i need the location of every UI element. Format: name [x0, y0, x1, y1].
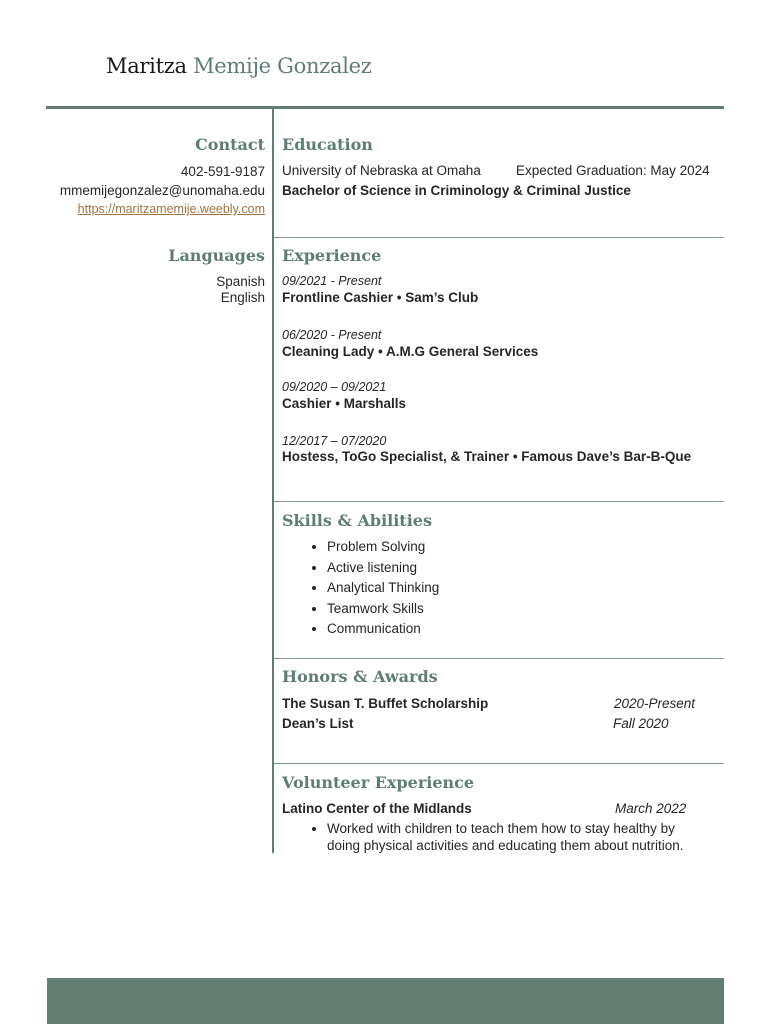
first-name: Maritza [106, 54, 187, 78]
education-school: University of Nebraska at Omaha [282, 163, 481, 178]
honor-name: The Susan T. Buffet Scholarship [282, 696, 489, 711]
skill-item: • Active listening [327, 558, 727, 579]
honors-heading: Honors & Awards [282, 667, 438, 686]
resume-name [106, 54, 372, 78]
job-dates: 12/2017 – 07/2020 [282, 434, 387, 448]
job-title: Frontline Cashier • Sam’s Club [282, 290, 479, 305]
skill-item: • Communication [327, 619, 727, 640]
contact-email: mmemijegonzalez@unomaha.edu [59, 183, 265, 198]
contact-phone: 402-591-9187 [180, 164, 265, 179]
section-divider [274, 658, 724, 659]
honor-name: Dean’s List [282, 716, 354, 731]
footer-band [47, 978, 724, 1024]
volunteer-bullets [282, 821, 707, 854]
skill-item: • Problem Solving [327, 537, 727, 558]
last-name: Memije Gonzalez [193, 54, 372, 78]
skills-heading: Skills & Abilities [282, 511, 432, 530]
header-divider [46, 106, 724, 109]
job-title: Cashier • Marshalls [282, 396, 407, 411]
volunteer-bullet: • Worked with children to teach them how to stay healthy by doing physical activities and educating them about nutrition. [327, 821, 707, 854]
volunteer-heading: Volunteer Experience [282, 773, 475, 792]
job-dates: 09/2021 - Present [282, 274, 382, 288]
honor-date: 2020-Present [614, 696, 696, 711]
education-degree: Bachelor of Science in Criminology & Criminal Justice [282, 183, 631, 198]
job-dates: 06/2020 - Present [282, 328, 382, 342]
skills-list [282, 537, 727, 640]
experience-heading: Experience [282, 246, 382, 265]
skill-item: • Teamwork Skills [327, 599, 727, 620]
column-divider [272, 109, 274, 853]
language-item: Spanish [216, 274, 265, 289]
honor-date: Fall 2020 [613, 716, 669, 731]
skill-item: • Analytical Thinking [327, 578, 727, 599]
job-title: Cleaning Lady • A.M.G General Services [282, 344, 539, 359]
section-divider [274, 763, 724, 764]
education-heading: Education [282, 135, 373, 154]
contact-heading: Contact [195, 135, 265, 154]
education-graduation: Expected Graduation: May 2024 [516, 163, 710, 178]
languages-list [216, 274, 265, 306]
volunteer-date: March 2022 [615, 801, 687, 816]
languages-heading: Languages [168, 246, 265, 265]
job-dates: 09/2020 – 09/2021 [282, 380, 387, 394]
volunteer-org: Latino Center of the Midlands [282, 801, 472, 816]
job-title: Hostess, ToGo Specialist, & Trainer • Famous Dave’s Bar-B-Que [282, 449, 692, 464]
language-item: English [220, 290, 265, 305]
contact-website-link[interactable]: https://maritzamemije.weebly.com [77, 202, 265, 216]
section-divider [274, 501, 724, 502]
section-divider [274, 237, 724, 238]
